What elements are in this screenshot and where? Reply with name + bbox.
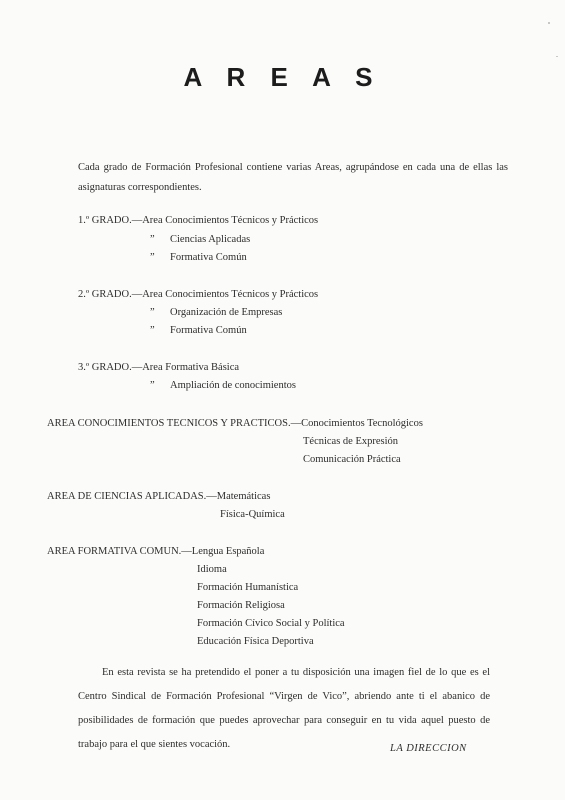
ditto-mark: ” bbox=[150, 234, 155, 245]
ditto-mark: ” bbox=[150, 307, 155, 318]
area-formativa-item: Formación Cívico Social y Política bbox=[197, 618, 345, 629]
area-ciencias-heading: AREA DE CIENCIAS APLICADAS.—Matemáticas bbox=[47, 491, 271, 502]
scan-speck bbox=[556, 56, 558, 57]
area-formativa-item: Formación Humanística bbox=[197, 582, 299, 593]
area-ciencias-item: Física-Química bbox=[220, 509, 285, 520]
grado-3-item: Ampliación de conocimientos bbox=[170, 380, 296, 391]
area-conocimientos-item: Técnicas de Expresión bbox=[303, 436, 399, 447]
grado-1-heading: 1.º GRADO.—Area Conocimientos Técnicos y Prácticos bbox=[78, 215, 319, 226]
grado-1-item: Ciencias Aplicadas bbox=[170, 234, 251, 245]
grado-2-item: Organización de Empresas bbox=[170, 307, 283, 318]
area-formativa-item: Formación Religiosa bbox=[197, 600, 285, 611]
ditto-mark: ” bbox=[150, 252, 155, 263]
area-formativa-heading: AREA FORMATIVA COMUN.—Lengua Española bbox=[47, 546, 265, 557]
ditto-mark: ” bbox=[150, 380, 155, 391]
area-conocimientos-item: Comunicación Práctica bbox=[303, 454, 401, 465]
area-formativa-item: Educación Física Deportiva bbox=[197, 636, 314, 647]
grado-2-heading: 2.º GRADO.—Area Conocimientos Técnicos y Prácticos bbox=[78, 289, 319, 300]
page-title: A R E A S bbox=[183, 62, 382, 92]
area-formativa-item: Idioma bbox=[197, 564, 227, 575]
scan-speck bbox=[548, 22, 550, 24]
grado-1-item: Formativa Común bbox=[170, 252, 247, 263]
ditto-mark: ” bbox=[150, 325, 155, 336]
grado-3-heading: 3.º GRADO.—Area Formativa Básica bbox=[78, 362, 240, 373]
intro-paragraph: Cada grado de Formación Profesional contiene varias Areas, agrupándose en cada una de ellas las asignaturas correspondientes. bbox=[78, 162, 508, 193]
grado-2-item: Formativa Común bbox=[170, 325, 247, 336]
closing-paragraph: En esta revista se ha pretendido el poner a tu disposición una imagen fiel de lo que es el Centro Sindical de Formación Profesional “Virgen de Vico”, abriendo ante ti el abanico de posibilidades de formación que puedes aprovechar para conseguir en tu vida aquel puesto de trabajo para el que sientes vocación. bbox=[78, 667, 490, 750]
area-conocimientos-heading: AREA CONOCIMIENTOS TECNICOS Y PRACTICOS.—Conocimientos Tecnológicos bbox=[47, 418, 423, 429]
signature: LA DIRECCION bbox=[390, 743, 467, 754]
